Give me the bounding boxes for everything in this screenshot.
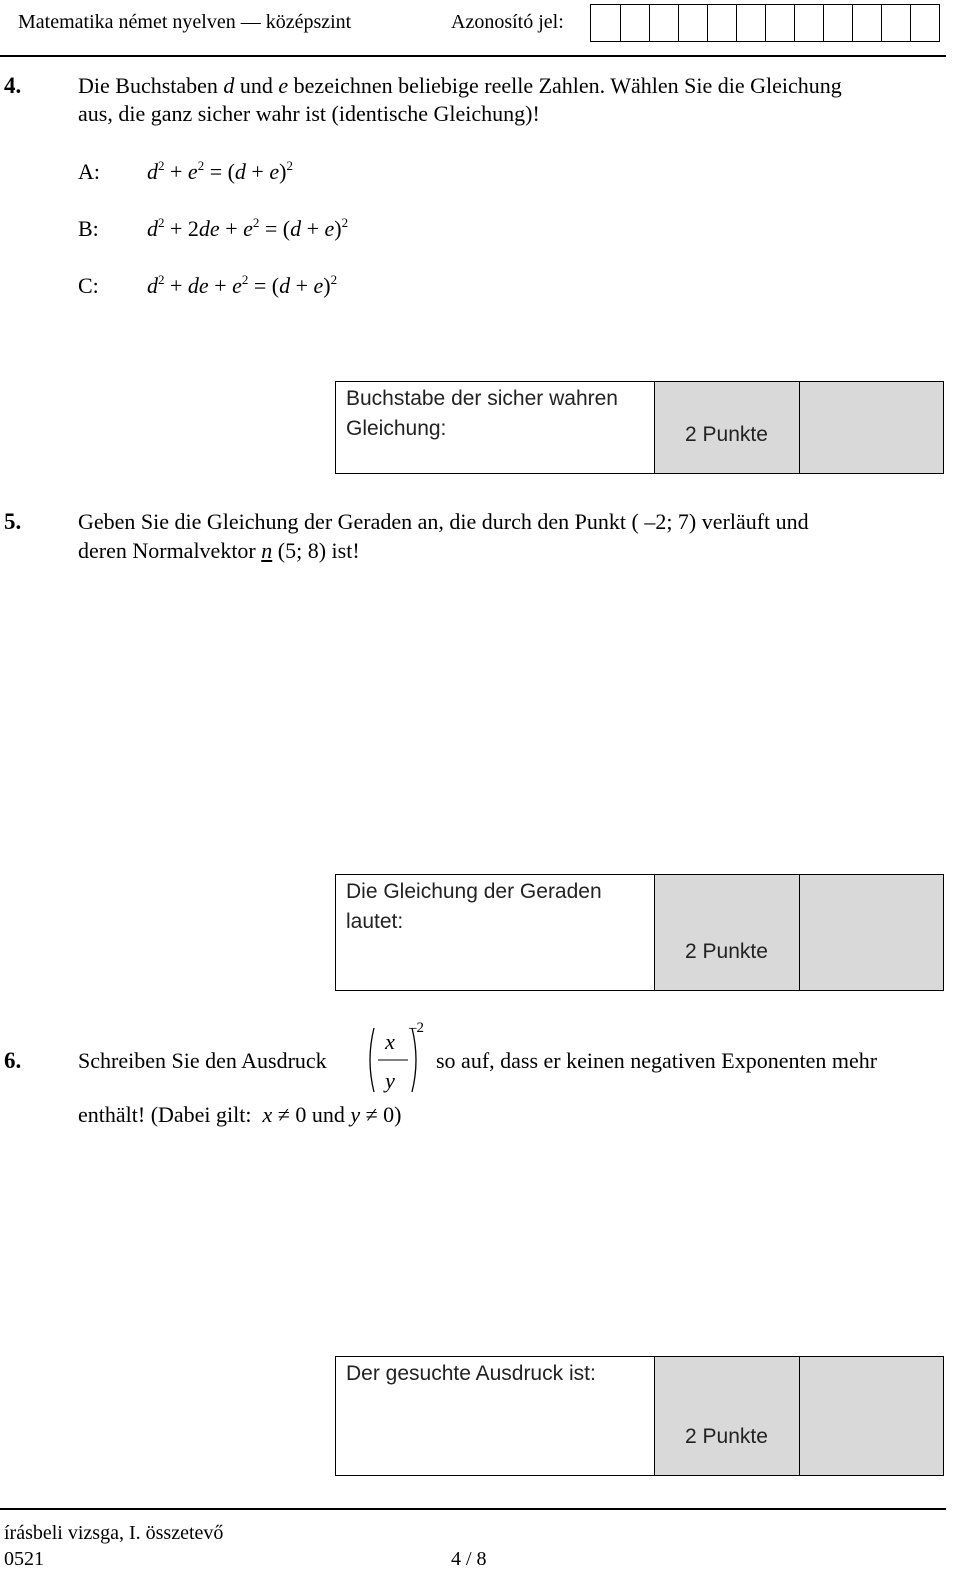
question-4-answer-box [335,381,944,474]
question-5-points: 2 Punkte [654,875,799,990]
question-4-score-cell [799,382,943,473]
id-box [910,5,939,41]
question-6-text-pre: Schreiben Sie den Ausdruck [78,1048,327,1073]
question-6-number: 6. [4,1048,22,1073]
question-4-points: 2 Punkte [654,382,799,473]
question-4-text-line1: Die Buchstaben d und e bezeichnen beliebige reelle Zahlen. Wählen Sie die Gleichung [78,73,842,98]
header-title: Matematika német nyelven — középszint [18,11,352,33]
footer-page-number: 4 / 8 [451,1548,487,1570]
option-b-equation: $d^2 + 2de + e^2 = (d + e)^2$ [147,215,349,241]
question-5-score-cell [799,875,943,990]
id-box [649,5,678,41]
header-rule [0,55,946,57]
fraction-exponent: –2 [409,1020,424,1036]
option-a-equation: $d^2 + e^2 = (d + e)^2$ [147,158,293,184]
id-box [881,5,910,41]
id-box [736,5,765,41]
question-5-answer-field[interactable]: Die Gleichung der Geraden lautet: [346,880,602,933]
id-box [591,5,620,41]
id-boxes [590,4,940,42]
id-box [678,5,707,41]
fraction-numerator: x [385,1029,395,1054]
question-4-text-line2: aus, die ganz sicher wahr ist (identische Gleichung)! [78,101,540,126]
question-6-score-cell [799,1357,943,1475]
id-box [794,5,823,41]
footer-rule [0,1508,946,1510]
fraction-denominator: y [385,1068,395,1093]
question-4-answer-field[interactable]: Buchstabe der sicher wahren Gleichung: [346,387,618,440]
question-5-number: 5. [4,509,22,534]
footer-exam-label: írásbeli vizsga, I. összetevő [4,1522,224,1544]
question-6-text-post: so auf, dass er keinen negativen Exponenten mehr [436,1048,878,1073]
option-a-letter: A: [78,159,100,184]
footer-code: 0521 [4,1548,44,1570]
id-box [823,5,852,41]
question-6-answer-field[interactable]: Der gesuchte Ausdruck ist: [346,1362,596,1385]
option-c-equation: $d^2$ + de + $e^2 = (d + e)^2$ [147,272,338,298]
id-label: Azonosító jel: [451,11,564,33]
id-box [620,5,649,41]
question-5-text-line1: Geben Sie die Gleichung der Geraden an, die durch den Punkt ( –2; 7) verläuft und [78,509,809,534]
id-box [765,5,794,41]
question-6-text-line2: enthält! (Dabei gilt: x ≠ 0 und y ≠ 0) [78,1102,402,1127]
question-4-number: 4. [4,73,22,98]
question-6-points: 2 Punkte [654,1357,799,1475]
question-6-answer-box [335,1356,944,1476]
id-box [707,5,736,41]
question-5-text-line2: deren Normalvektor n (5; 8) ist! [78,538,360,563]
id-box [852,5,881,41]
option-c-letter: C: [78,273,99,298]
option-b-letter: B: [78,216,99,241]
question-5-answer-box [335,874,944,991]
